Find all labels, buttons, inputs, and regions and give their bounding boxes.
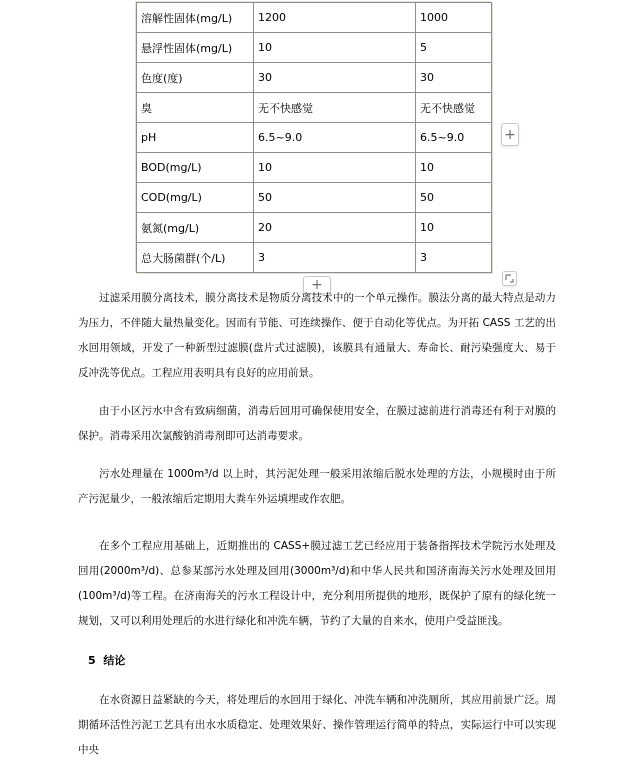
- paragraph-sludge-treatment: 污水处理量在 1000m³/d 以上时，其污泥处理一般采用浓缩后脱水处理的方法，小规模时由于所产污泥量少，一般浓缩后定期用大粪车外运填埋或作农肥。: [78, 468, 556, 505]
- water-quality-table: [136, 2, 492, 273]
- param-cell[interactable]: BOD(mg/L): [137, 153, 254, 183]
- table-row: [137, 213, 492, 243]
- section-heading-conclusion: 5 结论: [88, 654, 126, 667]
- value-cell[interactable]: 3: [416, 243, 492, 273]
- value-cell[interactable]: 3: [254, 243, 416, 273]
- value-cell[interactable]: 50: [416, 183, 492, 213]
- plus-icon: +: [311, 277, 323, 293]
- paragraph-membrane-filtration: 过滤采用膜分离技术，膜分离技术是物质分离技术中的一个单元操作。膜法分离的最大特点是动力为压力，不伴随大量热量变化。因而有节能、可连续操作、便于自动化等优点。为开拓 CASS 工艺的出水回用领域，开发了一种新型过滤膜(盘片式过滤膜)，该膜具有通量大、寿命长、耐污染强度大、易于反冲洗等优点。工程应用表明具有良好的应用前景。: [78, 292, 556, 379]
- table-row: [137, 123, 492, 153]
- value-cell[interactable]: 30: [254, 63, 416, 93]
- table-row: [137, 183, 492, 213]
- value-cell[interactable]: 5: [416, 33, 492, 63]
- value-cell[interactable]: 30: [416, 63, 492, 93]
- param-cell[interactable]: pH: [137, 123, 254, 153]
- param-cell[interactable]: 色度(度): [137, 63, 254, 93]
- table-resize-handle[interactable]: [502, 271, 517, 286]
- value-cell[interactable]: 无不快感觉: [416, 93, 492, 123]
- value-cell[interactable]: 10: [254, 153, 416, 183]
- value-cell[interactable]: 1200: [254, 3, 416, 33]
- table-row: [137, 153, 492, 183]
- value-cell[interactable]: 1000: [416, 3, 492, 33]
- param-cell[interactable]: 氨氮(mg/L): [137, 213, 254, 243]
- param-cell[interactable]: COD(mg/L): [137, 183, 254, 213]
- value-cell[interactable]: 10: [416, 213, 492, 243]
- insert-column-button[interactable]: [501, 123, 519, 146]
- paragraph-conclusion: 在水资源日益紧缺的今天，将处理后的水回用于绿化、冲洗车辆和冲洗厕所，其应用前景广泛。周期循环活性污泥工艺具有出水水质稳定、处理效果好、操作管理运行简单的特点，实际运行中可以实现中央: [78, 694, 556, 756]
- param-cell[interactable]: 总大肠菌群(个/L): [137, 243, 254, 273]
- value-cell[interactable]: 10: [254, 33, 416, 63]
- value-cell[interactable]: 20: [254, 213, 416, 243]
- plus-icon: +: [504, 126, 516, 143]
- param-cell[interactable]: 溶解性固体(mg/L): [137, 3, 254, 33]
- paragraph-engineering-applications: 在多个工程应用基础上，近期推出的 CASS+膜过滤工艺已经应用于装备指挥技术学院污水处理及回用(2000m³/d)、总参某部污水处理及回用(3000m³/d)和中华人民共和国济南海关污水处理及回用(100m³/d)等工程。在济南海关的污水工程设计中，充分利用所提供的地形，既保护了原有的绿化统一规划，又可以利用处理后的水进行绿化和冲洗车辆，节约了大量的自来水，使用户受益匪浅。: [78, 540, 556, 627]
- value-cell[interactable]: 6.5~9.0: [416, 123, 492, 153]
- value-cell[interactable]: 6.5~9.0: [254, 123, 416, 153]
- table-row: [137, 243, 492, 273]
- param-cell[interactable]: 悬浮性固体(mg/L): [137, 33, 254, 63]
- document-text: [78, 286, 556, 776]
- table-row: [137, 33, 492, 63]
- value-cell[interactable]: 10: [416, 153, 492, 183]
- value-cell[interactable]: 无不快感觉: [254, 93, 416, 123]
- table-row: [137, 3, 492, 33]
- corner-resize-icon: [505, 274, 514, 283]
- value-cell[interactable]: 50: [254, 183, 416, 213]
- paragraph-disinfection: 由于小区污水中含有致病细菌，消毒后回用可确保使用安全，在膜过滤前进行消毒还有利于对膜的保护。消毒采用次氯酸钠消毒剂即可达消毒要求。: [78, 405, 556, 442]
- table-row: [137, 93, 492, 123]
- table-row: [137, 63, 492, 93]
- param-cell[interactable]: 臭: [137, 93, 254, 123]
